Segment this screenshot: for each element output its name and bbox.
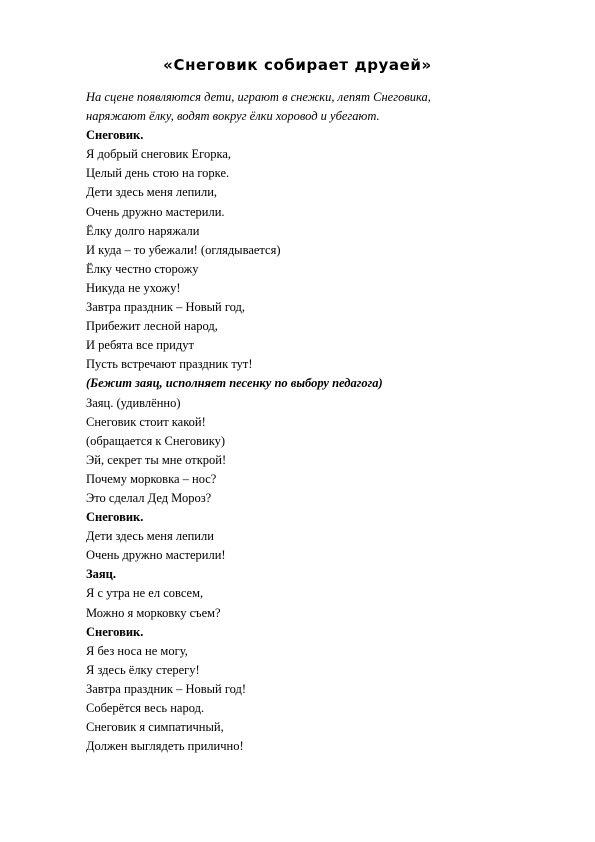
script-line: Ёлку честно сторожу [86, 261, 199, 276]
script-line: (обращается к Снеговику) [86, 433, 226, 448]
script-line: Пусть встречают праздник тут! [86, 357, 253, 372]
script-line: И куда – то убежали! (оглядывается) [86, 242, 281, 257]
speaker-name: Снеговик. [86, 510, 144, 525]
speaker-name: Снеговик. [86, 128, 144, 143]
intro-stage-direction: наряжают ёлку, водят вокруг ёлки хоровод и убегают. [86, 109, 380, 124]
script-line: Это сделал Дед Мороз? [86, 490, 212, 505]
script-line: Эй, секрет ты мне открой! [86, 452, 227, 467]
script-text [86, 88, 526, 756]
script-line: Я без носа не могу, [86, 643, 188, 658]
script-line: Я добрый снеговик Егорка, [86, 147, 232, 162]
intro-stage-direction: На сцене появляются дети, играют в снежки, лепят Снеговика, [86, 90, 431, 104]
script-line: И ребята все придут [86, 338, 194, 353]
script-line: Целый день стою на горке. [86, 166, 230, 181]
script-line: Снеговик я симпатичный, [86, 720, 224, 735]
script-line: Ёлку долго наряжали [86, 223, 200, 238]
script-line: Снеговик стоит какой! [86, 414, 206, 429]
script-line: Завтра праздник – Новый год! [86, 681, 247, 696]
script-line: Соберётся весь народ. [86, 701, 205, 715]
script-line: Заяц. (удивлённо) [86, 395, 181, 410]
script-line: Я здесь ёлку стерегу! [86, 662, 200, 677]
script-line: Должен выглядеть прилично! [86, 739, 244, 754]
script-line: Можно я морковку съем? [86, 605, 221, 620]
speaker-name: Заяц. [86, 567, 116, 582]
script-line: Никуда не ухожу! [86, 280, 181, 295]
stage-direction: (Бежит заяц, исполняет песенку по выбору педагога) [86, 376, 383, 391]
script-line: Дети здесь меня лепили [86, 529, 214, 544]
speaker-name: Снеговик. [86, 624, 144, 639]
script-line: Почему морковка – нос? [86, 471, 217, 486]
script-line: Я с утра не ел совсем, [86, 586, 204, 601]
script-line: Очень дружно мастерили! [86, 548, 226, 563]
document-title: «Снеговик собирает друаей» [163, 56, 432, 74]
script-line: Дети здесь меня лепили, [86, 185, 218, 200]
script-line: Завтра праздник – Новый год, [86, 300, 246, 315]
script-line: Очень дружно мастерили. [86, 204, 225, 219]
script-line: Прибежит лесной народ, [86, 319, 218, 334]
